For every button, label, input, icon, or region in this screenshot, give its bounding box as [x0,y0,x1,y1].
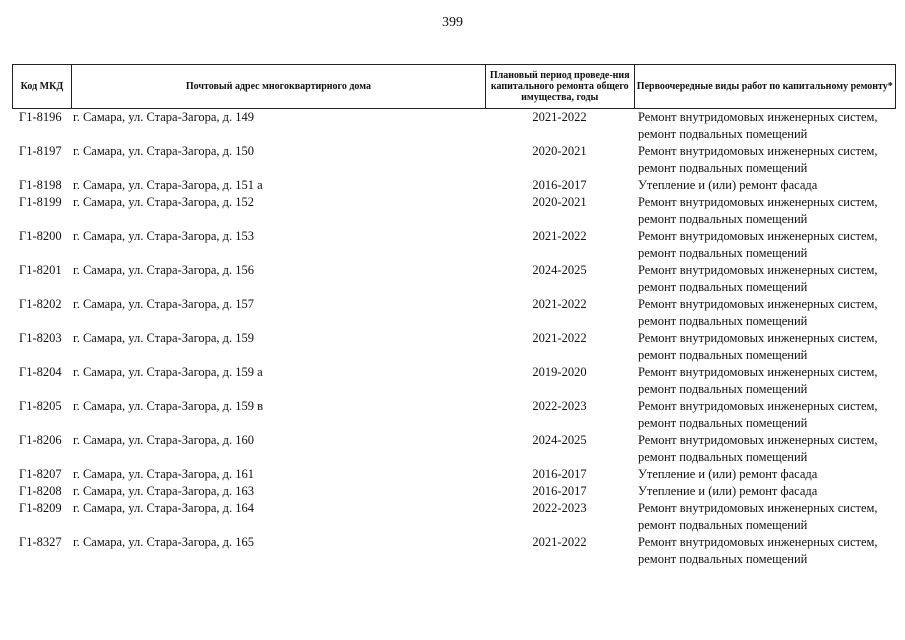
cell-period: 2016-2017 [532,467,587,481]
works-line: Ремонт внутридомовых инженерных систем, [638,535,878,549]
table-row [12,194,896,228]
works-line: Ремонт внутридомовых инженерных систем, [638,263,878,277]
cell-period: 2021-2022 [532,535,587,549]
cell-address: г. Самара, ул. Стара-Загора, д. 152 [73,195,255,209]
cell-period: 2019-2020 [532,365,587,379]
works-line: ремонт подвальных помещений [638,416,808,430]
cell-works [634,483,896,500]
table-row [12,330,896,364]
cell-code: Г1-8202 [19,297,62,311]
cell-works [634,143,896,177]
table-header [12,64,896,109]
header-code: Код МКД [20,81,64,92]
header-address: Почтовый адрес многоквартирного дома [71,65,485,108]
cell-code: Г1-8327 [19,535,62,549]
works-line: ремонт подвальных помещений [638,518,808,532]
works-line: ремонт подвальных помещений [638,212,808,226]
cell-address: г. Самара, ул. Стара-Загора, д. 161 [73,467,255,481]
cell-code: Г1-8201 [19,263,62,277]
works-line: Ремонт внутридомовых инженерных систем, [638,365,878,379]
cell-works [634,194,896,228]
table-row [12,177,896,194]
cell-address: г. Самара, ул. Стара-Загора, д. 149 [73,110,255,124]
table-row [12,466,896,483]
cell-period: 2021-2022 [532,229,587,243]
cell-works [634,534,896,568]
cell-works [634,398,896,432]
works-line: Утепление и (или) ремонт фасада [638,467,818,481]
works-line: ремонт подвальных помещений [638,161,808,175]
cell-works [634,109,896,143]
cell-code: Г1-8208 [19,484,62,498]
works-line: Ремонт внутридомовых инженерных систем, [638,399,878,413]
works-line: Ремонт внутридомовых инженерных систем, [638,433,878,447]
cell-period: 2021-2022 [532,110,587,124]
works-line: Ремонт внутридомовых инженерных систем, [638,144,878,158]
works-line: ремонт подвальных помещений [638,127,808,141]
cell-works [634,432,896,466]
table-body [12,109,896,568]
cell-works [634,177,896,194]
works-line: Ремонт внутридомовых инженерных систем, [638,331,878,345]
cell-period: 2021-2022 [532,331,587,345]
table-row [12,143,896,177]
cell-works [634,296,896,330]
table-row [12,432,896,466]
works-line: Ремонт внутридомовых инженерных систем, [638,229,878,243]
header-works: Первоочередные виды работ по капитальному ремонту* [634,65,895,108]
cell-period: 2020-2021 [532,144,587,158]
table-row [12,534,896,568]
works-line: ремонт подвальных помещений [638,280,808,294]
cell-address: г. Самара, ул. Стара-Загора, д. 153 [73,229,255,243]
cell-period: 2021-2022 [532,297,587,311]
page-number: 399 [442,15,463,30]
table-row [12,296,896,330]
works-line: Ремонт внутридомовых инженерных систем, [638,110,878,124]
works-line: Ремонт внутридомовых инженерных систем, [638,297,878,311]
cell-period: 2016-2017 [532,484,587,498]
cell-period: 2024-2025 [532,263,587,277]
works-line: ремонт подвальных помещений [638,382,808,396]
cell-address: г. Самара, ул. Стара-Загора, д. 163 [73,484,255,498]
cell-period: 2024-2025 [532,433,587,447]
cell-code: Г1-8196 [19,110,62,124]
cell-works [634,466,896,483]
header-period: Плановый период проведе-ния капитального ремонта общего имущества, годы [485,65,634,108]
cell-period: 2020-2021 [532,195,587,209]
works-line: ремонт подвальных помещений [638,246,808,260]
cell-address: г. Самара, ул. Стара-Загора, д. 157 [73,297,255,311]
works-line: ремонт подвальных помещений [638,314,808,328]
cell-code: Г1-8209 [19,501,62,515]
table-row [12,228,896,262]
cell-code: Г1-8207 [19,467,62,481]
cell-code: Г1-8204 [19,365,62,379]
cell-address: г. Самара, ул. Стара-Загора, д. 151 а [73,178,263,192]
table-row [12,364,896,398]
cell-code: Г1-8205 [19,399,62,413]
cell-works [634,500,896,534]
works-line: Утепление и (или) ремонт фасада [638,178,818,192]
cell-works [634,228,896,262]
cell-code: Г1-8199 [19,195,62,209]
cell-address: г. Самара, ул. Стара-Загора, д. 159 в [73,399,264,413]
works-line: Утепление и (или) ремонт фасада [638,484,818,498]
cell-address: г. Самара, ул. Стара-Загора, д. 150 [73,144,255,158]
works-line: ремонт подвальных помещений [638,552,808,566]
cell-address: г. Самара, ул. Стара-Загора, д. 160 [73,433,255,447]
cell-address: г. Самара, ул. Стара-Загора, д. 156 [73,263,255,277]
works-line: Ремонт внутридомовых инженерных систем, [638,501,878,515]
table-row [12,500,896,534]
table-row [12,262,896,296]
cell-address: г. Самара, ул. Стара-Загора, д. 159 а [73,365,263,379]
table-row [12,483,896,500]
works-line: Ремонт внутридомовых инженерных систем, [638,195,878,209]
cell-code: Г1-8200 [19,229,62,243]
cell-works [634,262,896,296]
cell-code: Г1-8197 [19,144,62,158]
cell-period: 2022-2023 [532,501,587,515]
cell-code: Г1-8198 [19,178,62,192]
cell-works [634,330,896,364]
works-line: ремонт подвальных помещений [638,348,808,362]
cell-code: Г1-8206 [19,433,62,447]
cell-period: 2022-2023 [532,399,587,413]
works-line: ремонт подвальных помещений [638,450,808,464]
cell-address: г. Самара, ул. Стара-Загора, д. 165 [73,535,255,549]
cell-works [634,364,896,398]
table-row [12,109,896,143]
cell-address: г. Самара, ул. Стара-Загора, д. 164 [73,501,255,515]
table-row [12,398,896,432]
cell-code: Г1-8203 [19,331,62,345]
cell-period: 2016-2017 [532,178,587,192]
cell-address: г. Самара, ул. Стара-Загора, д. 159 [73,331,255,345]
